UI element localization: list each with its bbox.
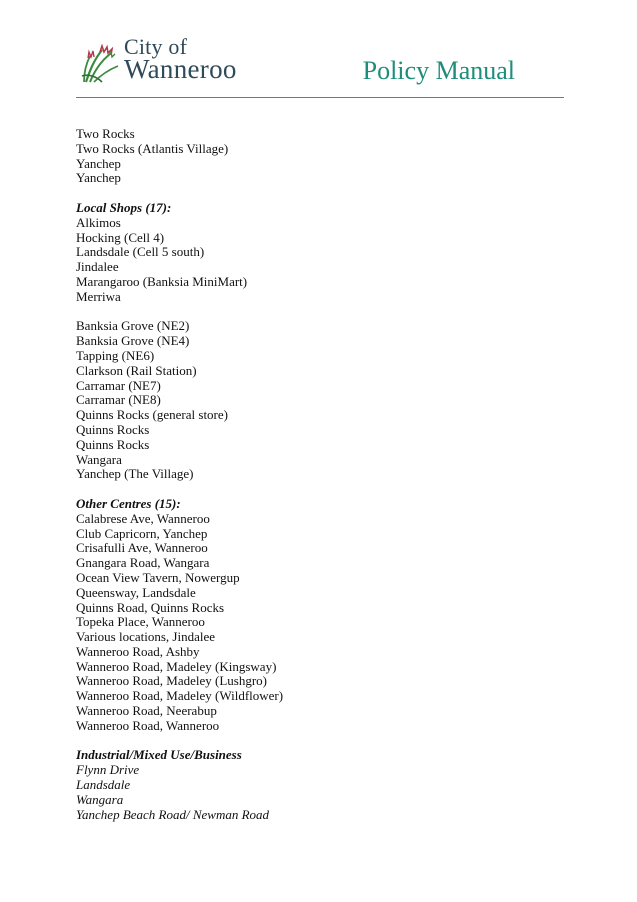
list-item: Marangaroo (Banksia MiniMart) [76, 273, 248, 289]
list-item: Club Capricorn, Yanchep [76, 525, 208, 541]
list-item: Topeka Place, Wanneroo [76, 614, 205, 630]
list-item: Carramar (NE8) [76, 392, 161, 408]
other-centres-section [76, 497, 556, 734]
top-location-list [76, 127, 556, 186]
list-item: Quinns Rocks [76, 421, 150, 437]
list-item: Landsdale (Cell 5 south) [76, 244, 205, 260]
list-item: Two Rocks [76, 126, 135, 141]
list-item: Yanchep [76, 170, 121, 186]
section-heading-local-shops: Local Shops (17): [76, 199, 172, 215]
list-item: Flynn Drive [76, 762, 140, 778]
list-item: Quinns Road, Quinns Rocks [76, 599, 225, 615]
list-item: Quinns Rocks (general store) [76, 407, 228, 423]
page-title: Policy Manual [362, 56, 515, 85]
logo-text-wanneroo: Wanneroo [124, 54, 237, 84]
list-item: Wangara [76, 451, 122, 467]
list-item: Hocking (Cell 4) [76, 229, 165, 245]
list-item: Jindalee [76, 259, 119, 275]
section-heading-other-centres: Other Centres (15): [76, 495, 181, 511]
logo-text-city-of: City of [124, 34, 188, 59]
list-item: Carramar (NE7) [76, 377, 161, 393]
kangaroo-paw-logo-icon [80, 36, 122, 84]
list-item: Two Rocks (Atlantis Village) [76, 140, 229, 156]
list-item: Crisafulli Ave, Wanneroo [76, 540, 208, 556]
list-item: Wanneroo Road, Madeley (Wildflower) [76, 688, 284, 704]
list-item: Clarkson (Rail Station) [76, 362, 197, 378]
list-item: Various locations, Jindalee [76, 629, 215, 645]
list-item: Wanneroo Road, Madeley (Lushgro) [76, 673, 268, 689]
list-item: Calabrese Ave, Wanneroo [76, 510, 210, 526]
list-item: Banksia Grove (NE4) [76, 333, 190, 349]
section-heading-industrial: Industrial/Mixed Use/Business [76, 747, 242, 763]
list-item: Queensway, Landsdale [76, 584, 196, 600]
list-item: Quinns Rocks [76, 436, 150, 452]
list-item: Yanchep [76, 155, 121, 171]
list-item: Wanneroo Road, Ashby [76, 643, 200, 659]
list-item: Banksia Grove (NE2) [76, 318, 190, 334]
list-item: Wangara [76, 791, 124, 807]
local-shops-section [76, 201, 556, 482]
list-item: Wanneroo Road, Neerabup [76, 703, 217, 719]
list-item: Alkimos [76, 214, 121, 230]
list-item: Merriwa [76, 288, 121, 304]
city-of-wanneroo-logo [80, 34, 250, 86]
list-item: Wanneroo Road, Wanneroo [76, 717, 220, 733]
list-item: Tapping (NE6) [76, 347, 155, 363]
list-item: Gnangara Road, Wangara [76, 555, 210, 571]
list-item: Yanchep Beach Road/ Newman Road [76, 806, 270, 822]
list-item: Landsdale [76, 777, 131, 793]
industrial-section [76, 748, 556, 822]
list-item: Wanneroo Road, Madeley (Kingsway) [76, 658, 277, 674]
header-divider [76, 97, 564, 98]
document-body [76, 127, 556, 822]
list-item: Yanchep (The Village) [76, 466, 194, 482]
list-item: Ocean View Tavern, Nowergup [76, 569, 240, 585]
